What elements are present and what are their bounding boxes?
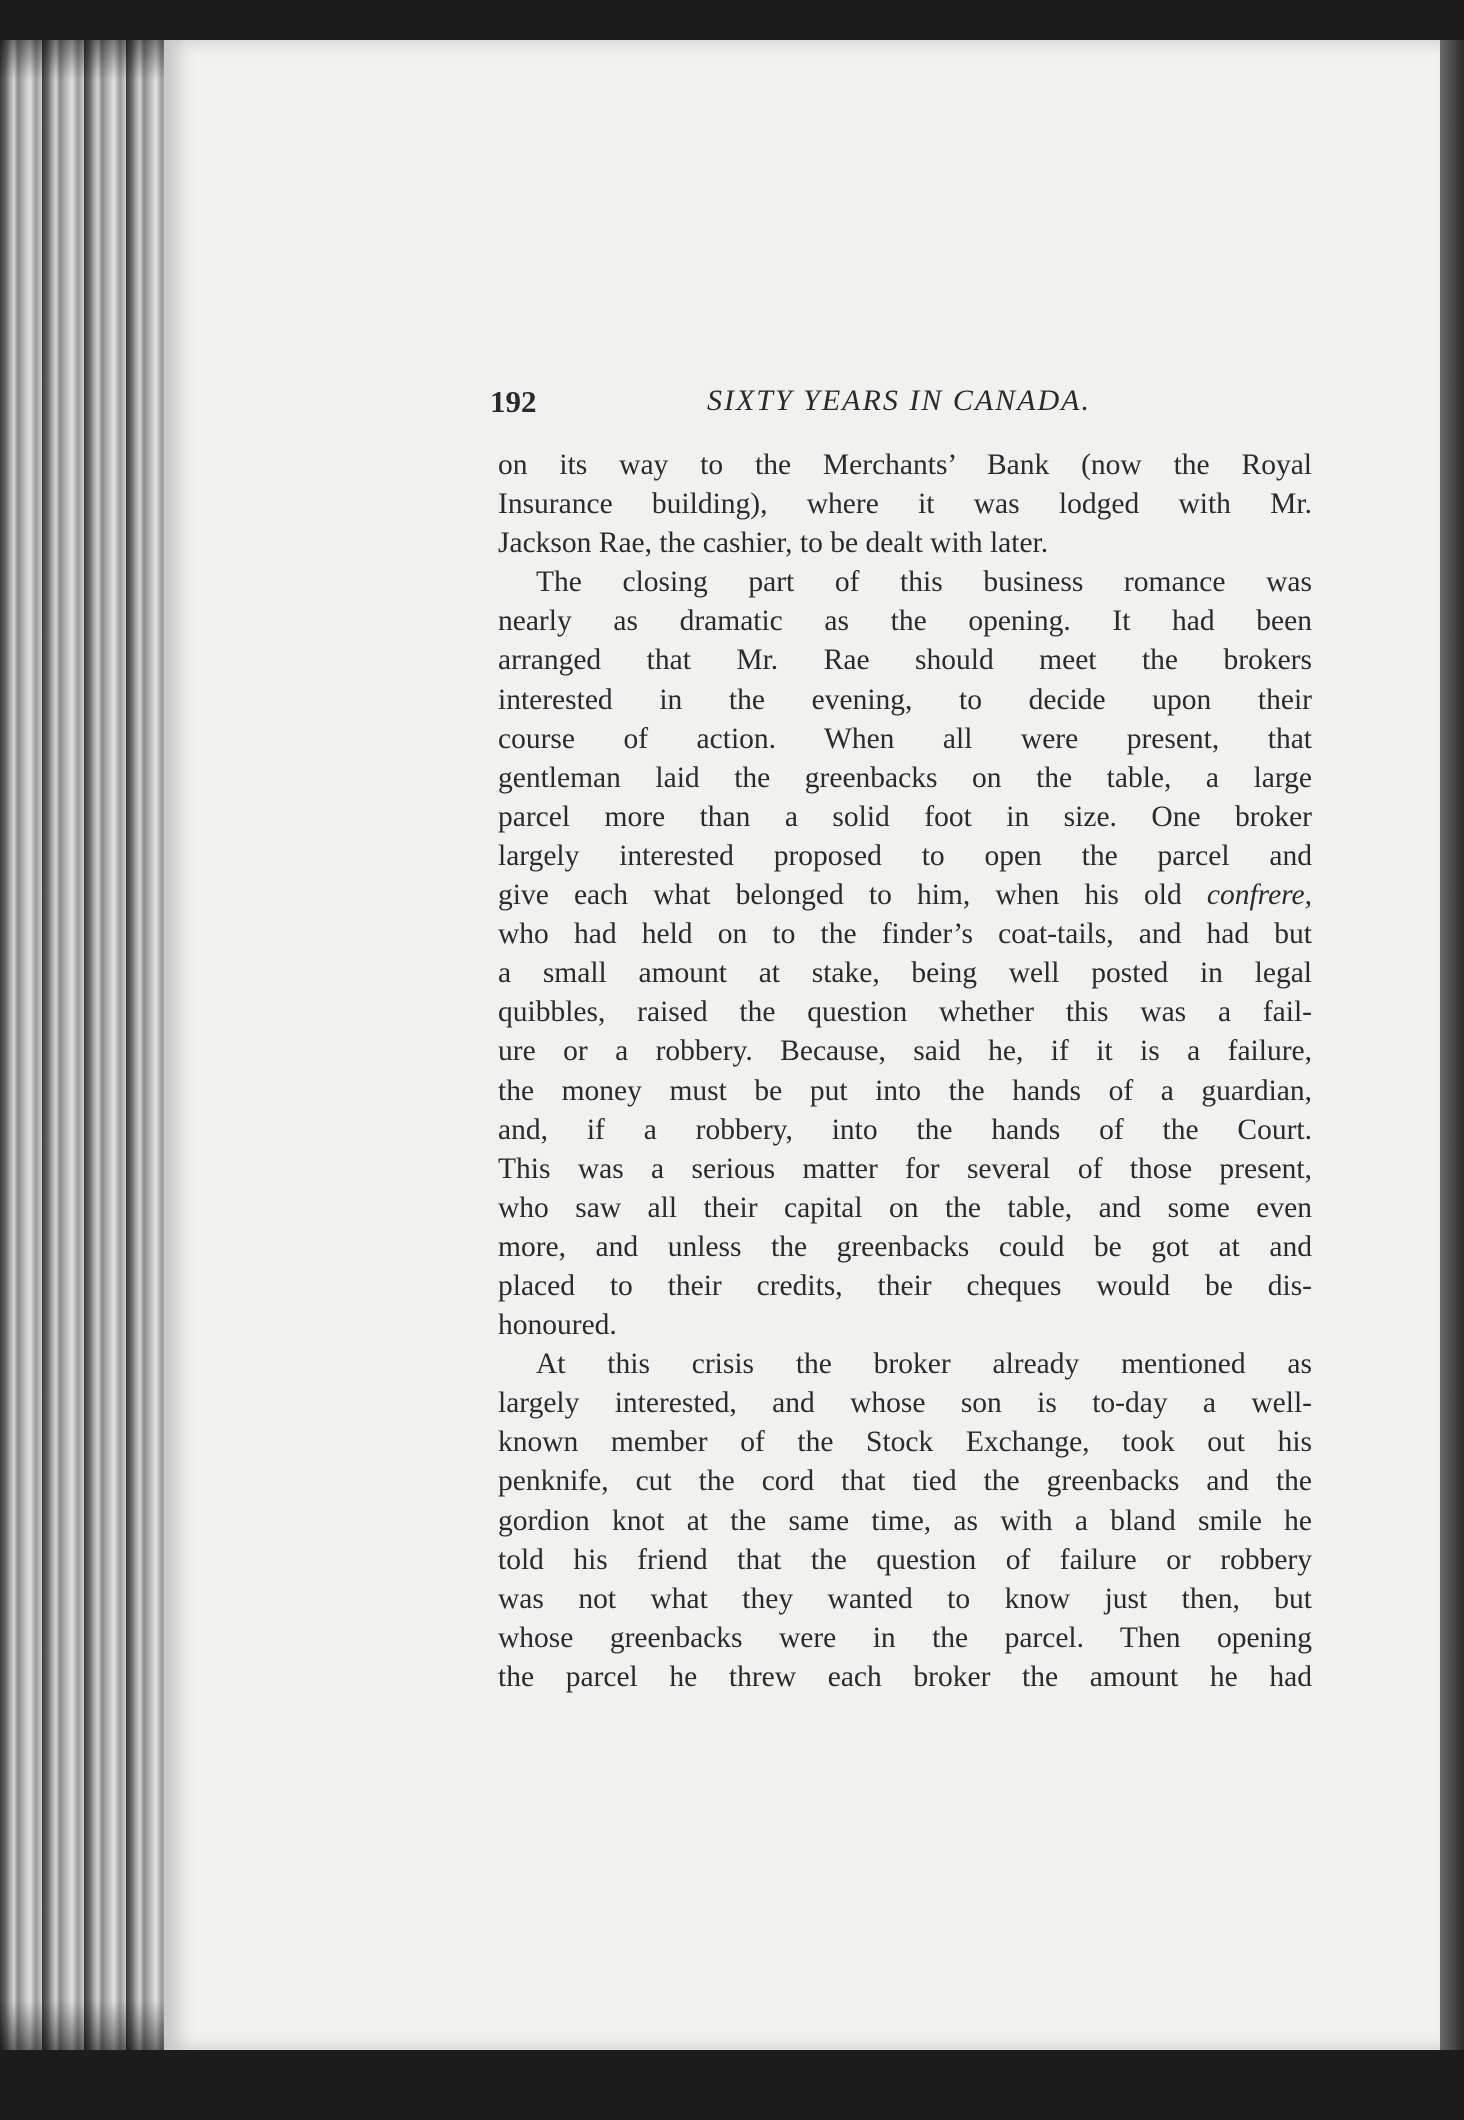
text-line	[498, 876, 1312, 915]
text-line	[498, 1306, 1312, 1345]
text-line	[498, 1580, 1312, 1619]
text-line-content: Insurance building), where it was lodged with Mr.	[498, 488, 1312, 521]
text-line	[498, 524, 1312, 563]
text-line	[498, 1032, 1312, 1071]
text-line-content: At this crisis the broker already mentioned as	[536, 1348, 1312, 1381]
text-line-content: arranged that Mr. Rae should meet the brokers	[498, 644, 1312, 677]
italic-word: confrere,	[1206, 879, 1313, 912]
text-line	[498, 759, 1312, 798]
text-line-content: parcel more than a solid foot in size. One broker	[498, 800, 1312, 833]
text-line	[498, 1619, 1312, 1658]
text-line	[498, 798, 1312, 837]
page-edges	[0, 40, 168, 2050]
text-line	[498, 720, 1312, 759]
text-line-content: The closing part of this business romance was	[536, 566, 1312, 599]
text-line-content: largely interested proposed to open the parcel and	[498, 839, 1312, 872]
text-line-content: ure or a robbery. Because, said he, if it is a failure,	[498, 1035, 1312, 1068]
text-line	[498, 1267, 1312, 1306]
text-line	[498, 1111, 1312, 1150]
text-line	[498, 563, 1312, 602]
text-line-content: largely interested, and whose son is to-day a well-	[498, 1387, 1312, 1420]
text-line-content: placed to their credits, their cheques would be dis-	[498, 1269, 1312, 1302]
text-line-content: a small amount at stake, being well posted in legal	[498, 957, 1312, 990]
text-line-content: who saw all their capital on the table, and some even	[498, 1191, 1312, 1224]
text-line-content: This was a serious matter for several of those present,	[498, 1152, 1312, 1185]
text-line	[498, 915, 1312, 954]
text-line-content: known member of the Stock Exchange, took out his	[498, 1426, 1312, 1459]
text-line-content: and, if a robbery, into the hands of the Court.	[498, 1113, 1312, 1146]
text-line	[498, 1423, 1312, 1462]
text-line-content: nearly as dramatic as the opening. It had been	[498, 605, 1312, 638]
text-line-content: more, and unless the greenbacks could be got at and	[498, 1230, 1312, 1263]
text-line	[498, 681, 1312, 720]
text-line-content: told his friend that the question of failure or robbery	[498, 1543, 1312, 1576]
text-line	[498, 993, 1312, 1032]
text-line-content: quibbles, raised the question whether this was a fail-	[498, 996, 1312, 1029]
text-line	[498, 1462, 1312, 1501]
text-line-content: honoured.	[498, 1309, 617, 1342]
text-line	[498, 1150, 1312, 1189]
text-line-content: Jackson Rae, the cashier, to be dealt with later.	[498, 527, 1049, 560]
text-line	[498, 1072, 1312, 1111]
text-line	[498, 446, 1312, 485]
text-line	[498, 1541, 1312, 1580]
text-line-content: the money must be put into the hands of a guardian,	[498, 1074, 1312, 1107]
text-line	[498, 1228, 1312, 1267]
text-line-content: gordion knot at the same time, as with a bland smile he	[498, 1504, 1312, 1537]
text-line-content: give each what belonged to him, when his old	[498, 879, 1182, 912]
body-text	[498, 446, 1312, 1697]
text-line-content: interested in the evening, to decide upon their	[498, 683, 1312, 716]
text-line	[498, 602, 1312, 641]
text-line	[498, 1384, 1312, 1423]
text-line	[498, 1658, 1312, 1697]
text-line	[498, 641, 1312, 680]
text-line-content: course of action. When all were present, that	[498, 722, 1312, 755]
text-line-content: penknife, cut the cord that tied the greenbacks and the	[498, 1465, 1312, 1498]
running-head: SIXTY YEARS IN CANADA.	[706, 384, 1091, 417]
text-line-content: on its way to the Merchants’ Bank (now the Royal	[498, 449, 1312, 481]
text-line	[498, 954, 1312, 993]
text-line	[498, 837, 1312, 876]
text-line	[498, 1189, 1312, 1228]
text-line-content: gentleman laid the greenbacks on the table, a large	[498, 761, 1312, 794]
text-line-content: whose greenbacks were in the parcel. Then opening	[498, 1621, 1312, 1654]
text-line-content: who had held on to the finder’s coat-tails, and had but	[498, 918, 1312, 951]
text-line	[498, 1345, 1312, 1384]
text-line	[498, 1502, 1312, 1541]
page-header	[490, 384, 1308, 434]
gutter-shadow	[1440, 40, 1464, 2050]
text-line-content: the parcel he threw each broker the amount he had	[498, 1660, 1312, 1693]
text-line	[498, 485, 1312, 524]
page-number: 192	[490, 384, 537, 419]
text-line-content: was not what they wanted to know just then, but	[498, 1582, 1312, 1615]
